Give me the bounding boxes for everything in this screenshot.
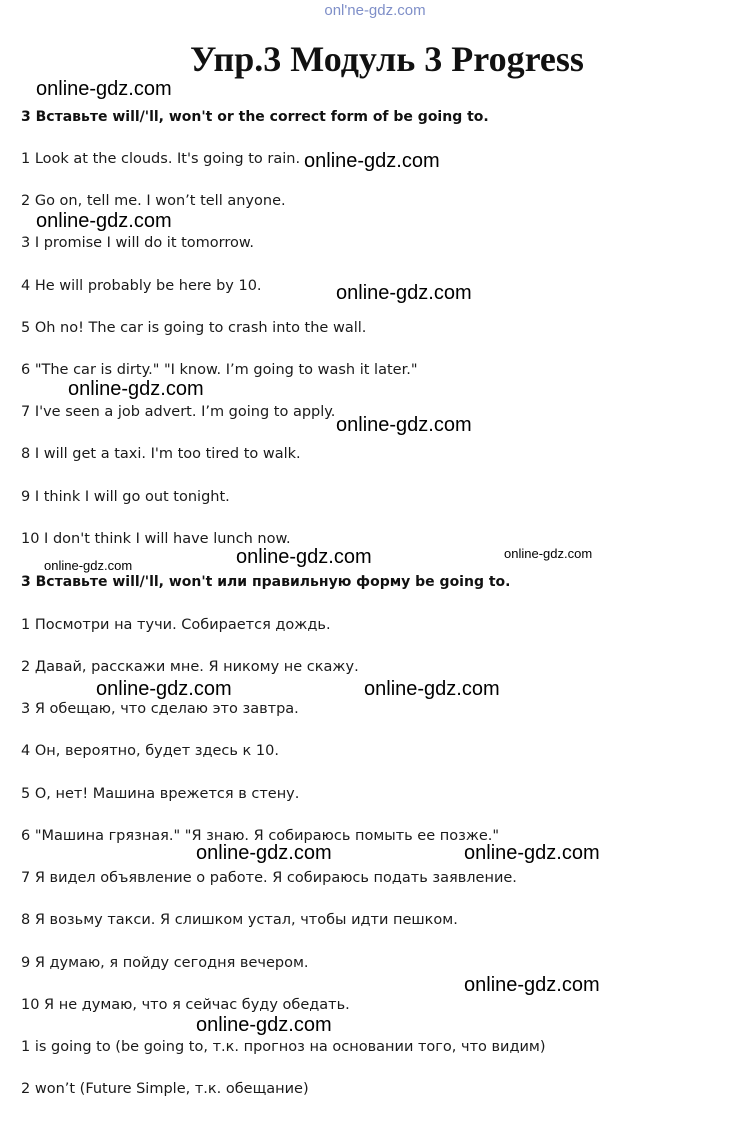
russian-item: 5 О, нет! Машина врежется в стену. [21, 786, 300, 802]
watermark: online-gdz.com [304, 150, 440, 172]
watermark: online-gdz.com [464, 974, 600, 996]
watermark: online-gdz.com [196, 1014, 332, 1036]
watermark: online-gdz.com [68, 378, 204, 400]
watermark: online-gdz.com [44, 558, 133, 573]
watermark: online-gdz.com [36, 78, 172, 100]
site-link[interactable]: onl'ne-gdz.com [324, 2, 426, 19]
russian-task-heading: 3 Вставьте will/'ll, won't или правильную форму be going to. [21, 574, 511, 590]
english-task-heading: 3 Вставьте will/'ll, won't or the correct form of be going to. [21, 109, 489, 125]
page-title: Упр.3 Модуль 3 Progress [190, 39, 584, 79]
explanation-item: 1 is going to (be going to, т.к. прогноз на основании того, что видим) [21, 1039, 546, 1055]
russian-item: 9 Я думаю, я пойду сегодня вечером. [21, 955, 309, 971]
russian-item: 2 Давай, расскажи мне. Я никому не скажу. [21, 659, 359, 675]
watermark: online-gdz.com [336, 414, 472, 436]
russian-item: 3 Я обещаю, что сделаю это завтра. [21, 701, 299, 717]
russian-item: 10 Я не думаю, что я сейчас буду обедать. [21, 997, 350, 1013]
english-item: 8 I will get a taxi. I'm too tired to walk. [21, 446, 301, 462]
english-item: 4 He will probably be here by 10. [21, 278, 262, 294]
russian-item: 7 Я видел объявление о работе. Я собираюсь подать заявление. [21, 870, 517, 886]
russian-item: 1 Посмотри на тучи. Собирается дождь. [21, 617, 331, 633]
english-item: 5 Oh no! The car is going to crash into the wall. [21, 320, 367, 336]
english-item: 7 I've seen a job advert. I’m going to apply. [21, 404, 336, 420]
watermark: online-gdz.com [36, 210, 172, 232]
english-item: 9 I think I will go out tonight. [21, 489, 230, 505]
english-item: 10 I don't think I will have lunch now. [21, 531, 291, 547]
explanation-item: 2 won’t (Future Simple, т.к. обещание) [21, 1081, 309, 1097]
russian-item: 6 "Машина грязная." "Я знаю. Я собираюсь помыть ее позже." [21, 828, 500, 844]
watermark: online-gdz.com [464, 842, 600, 864]
russian-item: 4 Он, вероятно, будет здесь к 10. [21, 743, 279, 759]
watermark: online-gdz.com [336, 282, 472, 304]
watermark: online-gdz.com [96, 678, 232, 700]
english-item: 6 "The car is dirty." "I know. I’m going to wash it later." [21, 362, 418, 378]
english-item: 2 Go on, tell me. I won’t tell anyone. [21, 193, 286, 209]
russian-item: 8 Я возьму такси. Я слишком устал, чтобы идти пешком. [21, 912, 458, 928]
english-item: 1 Look at the clouds. It's going to rain. [21, 151, 301, 167]
watermark: online-gdz.com [504, 546, 593, 561]
english-item: 3 I promise I will do it tomorrow. [21, 235, 255, 251]
watermark: online-gdz.com [236, 546, 372, 568]
watermark: online-gdz.com [364, 678, 500, 700]
watermark: online-gdz.com [196, 842, 332, 864]
